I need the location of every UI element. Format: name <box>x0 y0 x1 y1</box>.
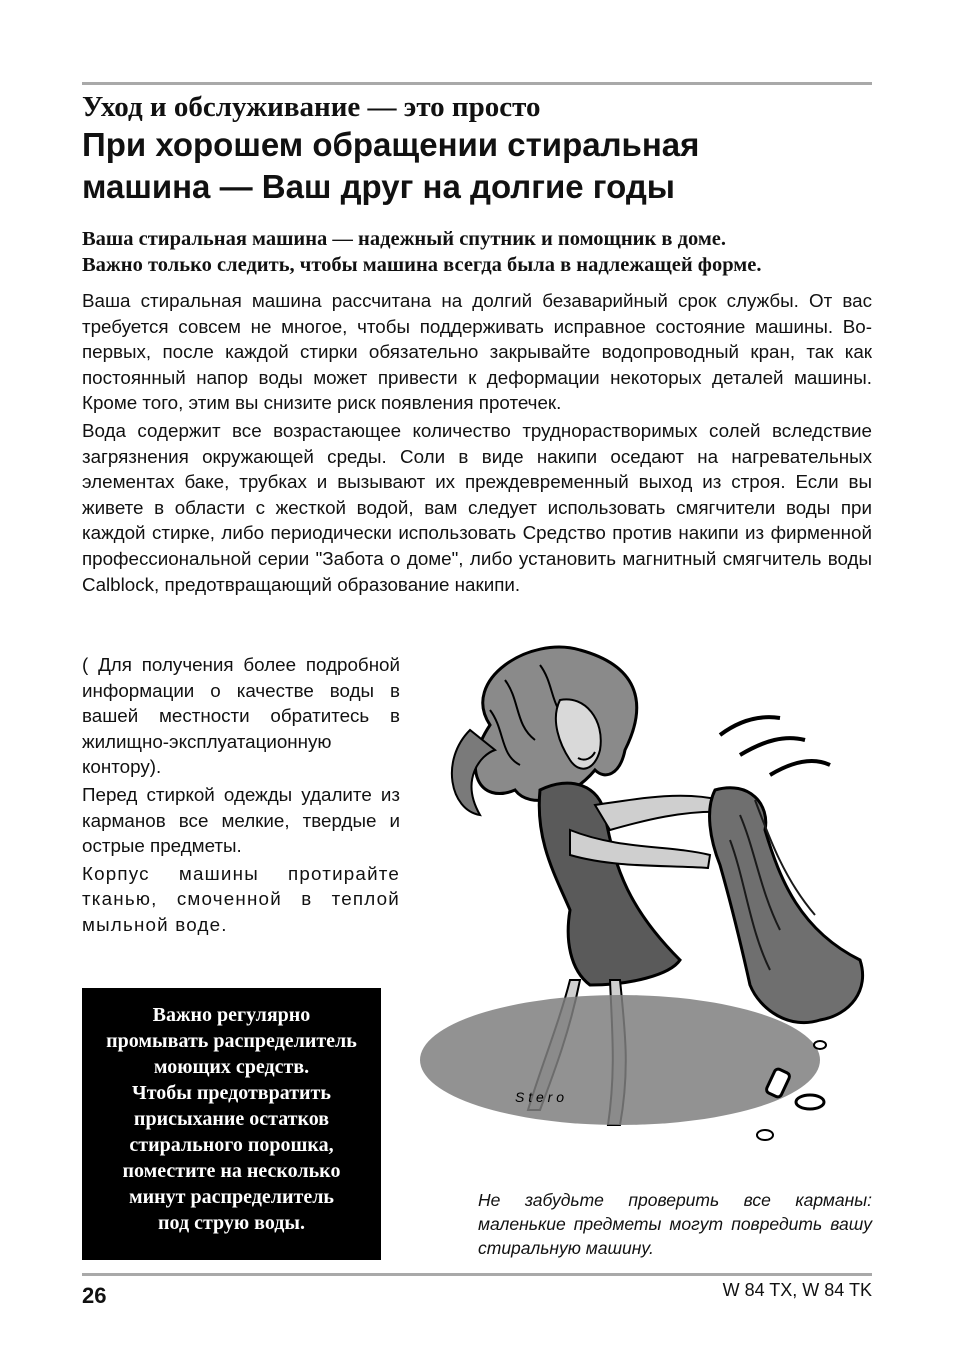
artist-signature: S t e r o <box>515 1089 565 1105</box>
page-title <box>82 124 882 208</box>
note-line-7: поместите на несколько <box>122 1160 341 1182</box>
page-number: 26 <box>82 1283 107 1308</box>
lead-line-2: Важно только следить, чтобы машина всегда была в надлежащей форме. <box>82 254 762 276</box>
note-line-9: под струю воды. <box>158 1212 305 1234</box>
note-line-8: минут распределитель <box>129 1186 334 1208</box>
title-line-2: машина — Ваш друг на долгие годы <box>82 168 675 205</box>
body-paragraph-5: Корпус машины протирайте тканью, смоченной в теплой мыльной воде. <box>82 862 400 935</box>
note-line-3: моющих средств. <box>153 1056 310 1078</box>
section-subtitle: Уход и обслуживание — это просто <box>82 91 541 123</box>
note-line-6: стирального порошка, <box>129 1134 334 1156</box>
note-line-1: Важно регулярно <box>152 1004 311 1026</box>
lead-paragraph <box>82 226 882 278</box>
body-paragraph-4: Перед стиркой одежды удалите из карманов все мелкие, твердые и острые предметы. <box>82 783 400 857</box>
body-paragraph-2: Вода содержит все возрастающее количество труднорастворимых солей вследствие загрязнения окружающей среды. Соли в виде накипи оседают на нагревательных элементах баке, трубках и вызывают их преждевременный выход из строя. Если вы живете в области с жесткой водой, вам следует использовать смягчители воды при каждой стирке, либо периодически использовать Средство против накипи из фирменной профессиональной серии "Забота о доме", либо установить магнитный смягчитель воды Calblock, предотвращающий образование накипи. <box>82 419 872 595</box>
model-label: W 84 TX, W 84 TK <box>722 1280 872 1300</box>
note-line-5: присыхание остатков <box>133 1108 330 1130</box>
body-paragraph-3: ( Для получения более подробной информации о качестве воды в вашей местности обратитесь в жилищно-эксплуатационную контору). <box>82 654 400 778</box>
illustration-svg <box>420 640 875 1185</box>
title-line-1: При хорошем обращении стиральная <box>82 126 700 163</box>
lead-line-1: Ваша стиральная машина — надежный спутник и помощник в доме. <box>82 228 727 250</box>
top-rule <box>82 82 872 85</box>
body-text-wide <box>82 288 872 599</box>
bottom-rule <box>82 1273 872 1276</box>
note-line-4: Чтобы предотвратить <box>132 1082 331 1104</box>
figure-caption: Не забудьте проверить все карманы: маленькие предметы могут повредить вашу стиральную машину. <box>478 1190 872 1258</box>
illustration-woman-shaking-clothes <box>420 640 875 1185</box>
note-line-2: промывать распределитель <box>106 1030 357 1052</box>
body-paragraph-1: Ваша стиральная машина рассчитана на долгий безаварийный срок службы. От вас требуется совсем не многое, чтобы поддерживать исправное состояние машины. Во-первых, после каждой стирки обязательно закрывайте водопроводный кран, так как постоянный напор воды может привести к деформации некоторых деталей машины. Кроме того, этим вы снизите риск появления протечек. <box>82 290 872 414</box>
body-text-narrow <box>82 652 400 940</box>
important-note-box <box>82 988 381 1260</box>
